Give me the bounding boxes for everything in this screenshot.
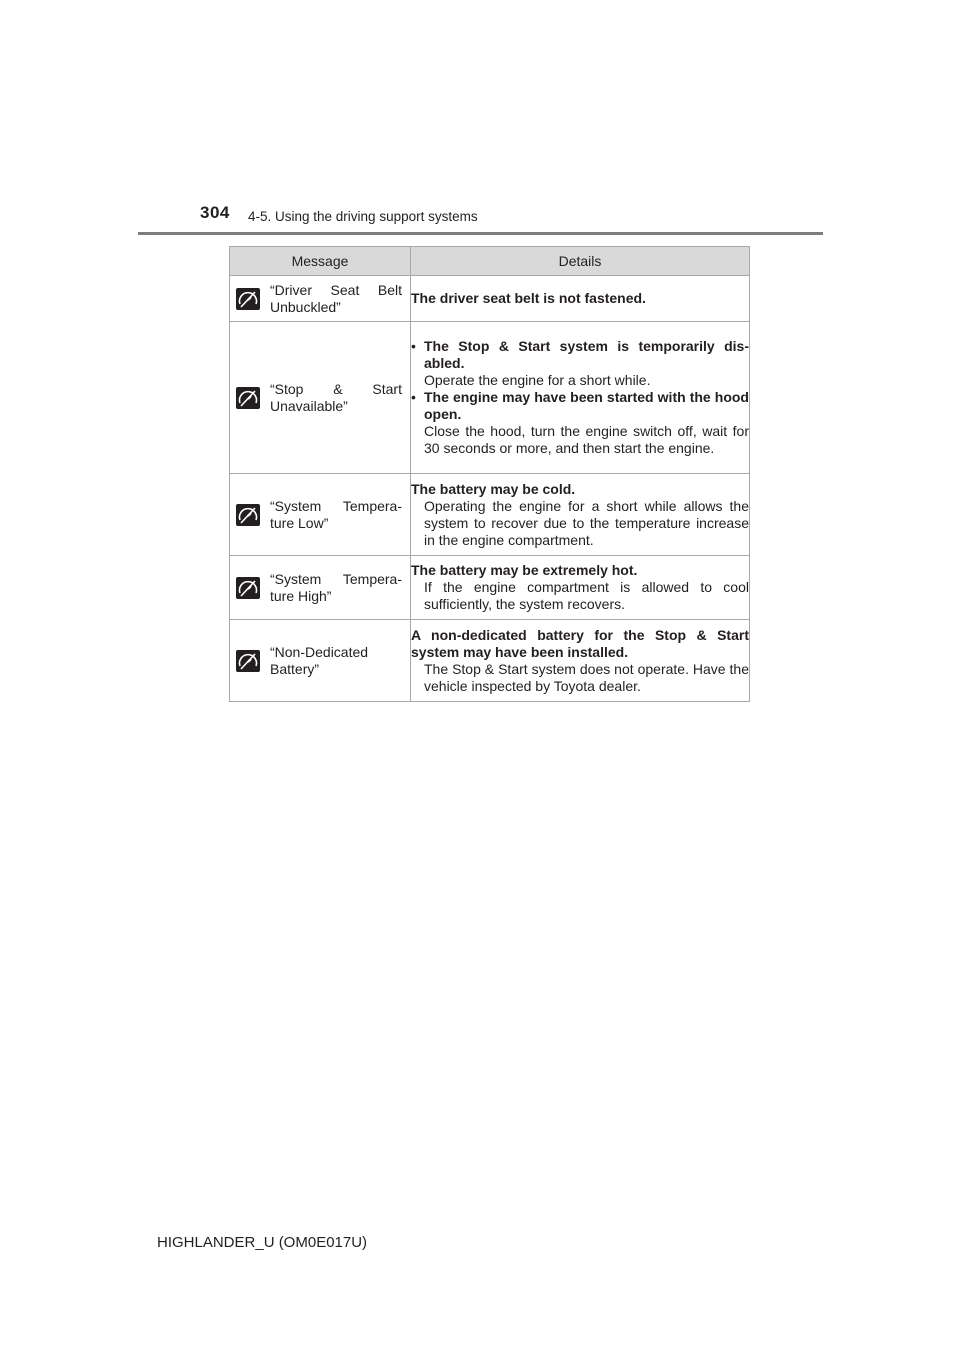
message-cell [230, 620, 411, 702]
page-number: 304 [200, 203, 230, 222]
stop-start-indicator-icon [236, 650, 260, 672]
message-text: “Stop & Start Unavailable” [270, 380, 402, 414]
stop-start-indicator-icon [236, 387, 260, 409]
bullet-mark: • [411, 389, 416, 405]
table-row [230, 276, 750, 322]
message-text: “System Tempera- ture Low” [270, 497, 402, 531]
table-row [230, 474, 750, 556]
table-row [230, 322, 750, 474]
message-cell [230, 276, 411, 322]
bullet-mark: • [411, 338, 416, 354]
message-cell [230, 556, 411, 620]
details-cell: The driver seat belt is not fastened. [411, 276, 750, 322]
section-title: 4-5. Using the driving support systems [248, 209, 478, 224]
message-text: “System Tempera- ture High” [270, 570, 402, 604]
details-cell: A non-dedicated battery for the Stop & Start system may have been installed. The Stop & Start system does not operate. Have the vehicle inspected by Toyota dealer. [411, 620, 750, 702]
stop-start-indicator-icon [236, 504, 260, 526]
message-text: “Non-Dedicated Battery” [270, 643, 369, 677]
details-cell: The battery may be cold. Operating the engine for a short while allows the system to recover due to the temperature increase in the engine compartment. [411, 474, 750, 556]
message-text: “Driver Seat Belt Unbuckled” [270, 281, 402, 315]
details-cell [411, 322, 750, 474]
column-header-message: Message [230, 247, 411, 276]
message-cell [230, 322, 411, 474]
message-cell [230, 474, 411, 556]
details-cell: The battery may be extremely hot. If the engine compartment is allowed to cool sufficiently, the system recovers. [411, 556, 750, 620]
list-item: • The Stop & Start system is temporarily dis-abled. Operate the engine for a short while. [411, 338, 749, 388]
table-row [230, 620, 750, 702]
header-rule [138, 232, 823, 235]
list-item: • The engine may have been started with the hood open. Close the hood, turn the engine switch off, wait for 30 seconds or more, and then start the engine. [411, 389, 749, 456]
message-table [229, 246, 750, 702]
stop-start-indicator-icon [236, 577, 260, 599]
column-header-details: Details [411, 247, 750, 276]
table-header-row [230, 247, 750, 276]
footer-model-code: HIGHLANDER_U (OM0E017U) [157, 1234, 368, 1251]
table-row [230, 556, 750, 620]
stop-start-indicator-icon [236, 288, 260, 310]
